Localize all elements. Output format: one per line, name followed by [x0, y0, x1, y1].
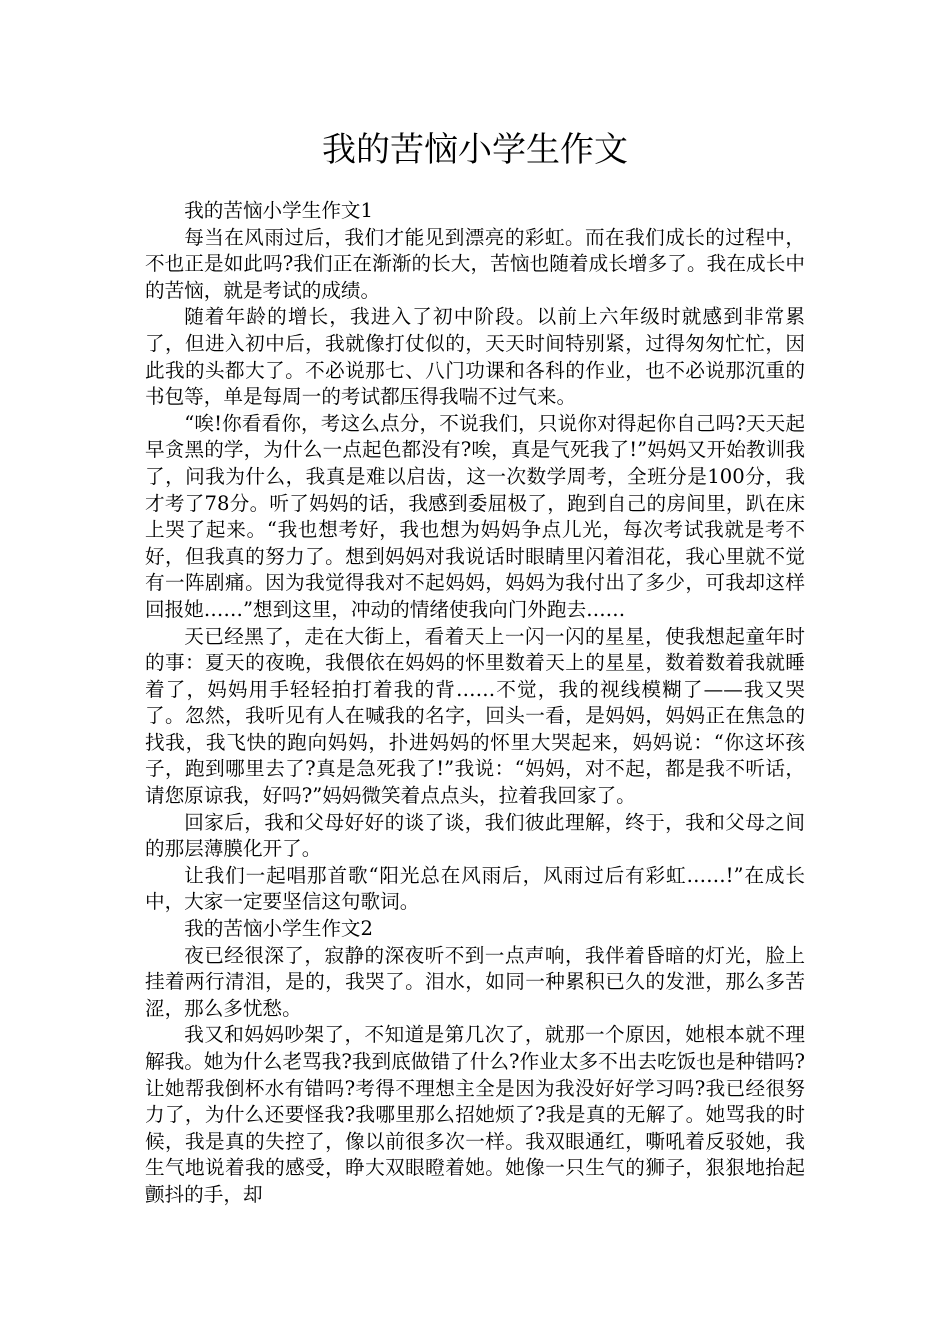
paragraph: 夜已经很深了，寂静的深夜听不到一点声响，我伴着昏暗的灯光，脸上挂着两行清泪，是的，我哭了。泪水，如同一种累积已久的发泄，那么多苦涩，那么多忧愁。: [145, 943, 805, 1020]
section-heading-2: 我的苦恼小学生作文2: [184, 917, 373, 941]
paragraph: 回家后，我和父母好好的谈了谈，我们彼此理解，终于，我和父母之间的那层薄膜化开了。: [145, 810, 805, 861]
paragraph: 让我们一起唱那首歌“阳光总在风雨后，风雨过后有彩虹……!”在成长中，大家一定要坚信这句歌词。: [145, 863, 805, 914]
paragraph: 每当在风雨过后，我们才能见到漂亮的彩虹。而在我们成长的过程中，不也正是如此吗?我们正在渐渐的长大，苦恼也随着成长增多了。我在成长中的苦恼，就是考试的成绩。: [145, 225, 805, 302]
paragraph: 随着年龄的增长，我进入了初中阶段。以前上六年级时就感到非常累了，但进入初中后，我就像打仗似的，天天时间特别紧，过得匆匆忙忙，因此我的头都大了。不必说那七、八门功课和各科的作业，也不必说那沉重的书包等，单是每周一的考试都压得我喘不过气来。: [145, 305, 805, 409]
document-title: 我的苦恼小学生作文: [322, 130, 628, 170]
paragraph: “唉!你看看你，考这么点分，不说我们，只说你对得起你自己吗?天天起早贪黑的学，为什么一点起色都没有?唉，真是气死我了!”妈妈又开始教训我了，问我为什么，我真是难以启齿，这一次数学周考，全班分是100分，我才考了78分。听了妈妈的话，我感到委屈极了，跑到自己的房间里，趴在床上哭了起来。“我也想考好，我也想为妈妈争点儿光，每次考试我就是考不好，但我真的努力了。想到妈妈对我说话时眼睛里闪着泪花，我心里就不觉有一阵剧痛。因为我觉得我对不起妈妈，妈妈为我付出了多少，可我却这样回报她……”想到这里，冲动的情绪使我向门外跑去……: [145, 411, 805, 621]
paragraph: 天已经黑了，走在大街上，看着天上一闪一闪的星星，使我想起童年时的事：夏天的夜晚，我偎依在妈妈的怀里数着天上的星星，数着数着我就睡着了，妈妈用手轻轻拍打着我的背……不觉，我的视线模糊了——我又哭了。忽然，我听见有人在喊我的名字，回头一看，是妈妈，妈妈正在焦急的找我，我飞快的跑向妈妈，扑进妈妈的怀里大哭起来，妈妈说：“你这坏孩子，跑到哪里去了?真是急死我了!”我说：“妈妈，对不起，都是我不听话，请您原谅我，好吗?”妈妈微笑着点点头，拉着我回家了。: [145, 624, 805, 808]
paragraph: 我又和妈妈吵架了，不知道是第几次了，就那一个原因，她根本就不理解我。她为什么老骂我?我到底做错了什么?作业太多不出去吃饭也是种错吗?让她帮我倒杯水有错吗?考得不理想主全是因为我没好好学习吗?我已经很努力了，为什么还要怪我?我哪里那么招她烦了?我是真的无解了。她骂我的时候，我是真的失控了，像以前很多次一样。我双眼通红，嘶吼着反驳她，我生气地说着我的感受，睁大双眼瞪着她。她像一只生气的狮子，狠狠地抬起颤抖的手，却: [145, 1023, 805, 1206]
section-heading-1: 我的苦恼小学生作文1: [184, 199, 373, 222]
document-body: [145, 198, 805, 1209]
